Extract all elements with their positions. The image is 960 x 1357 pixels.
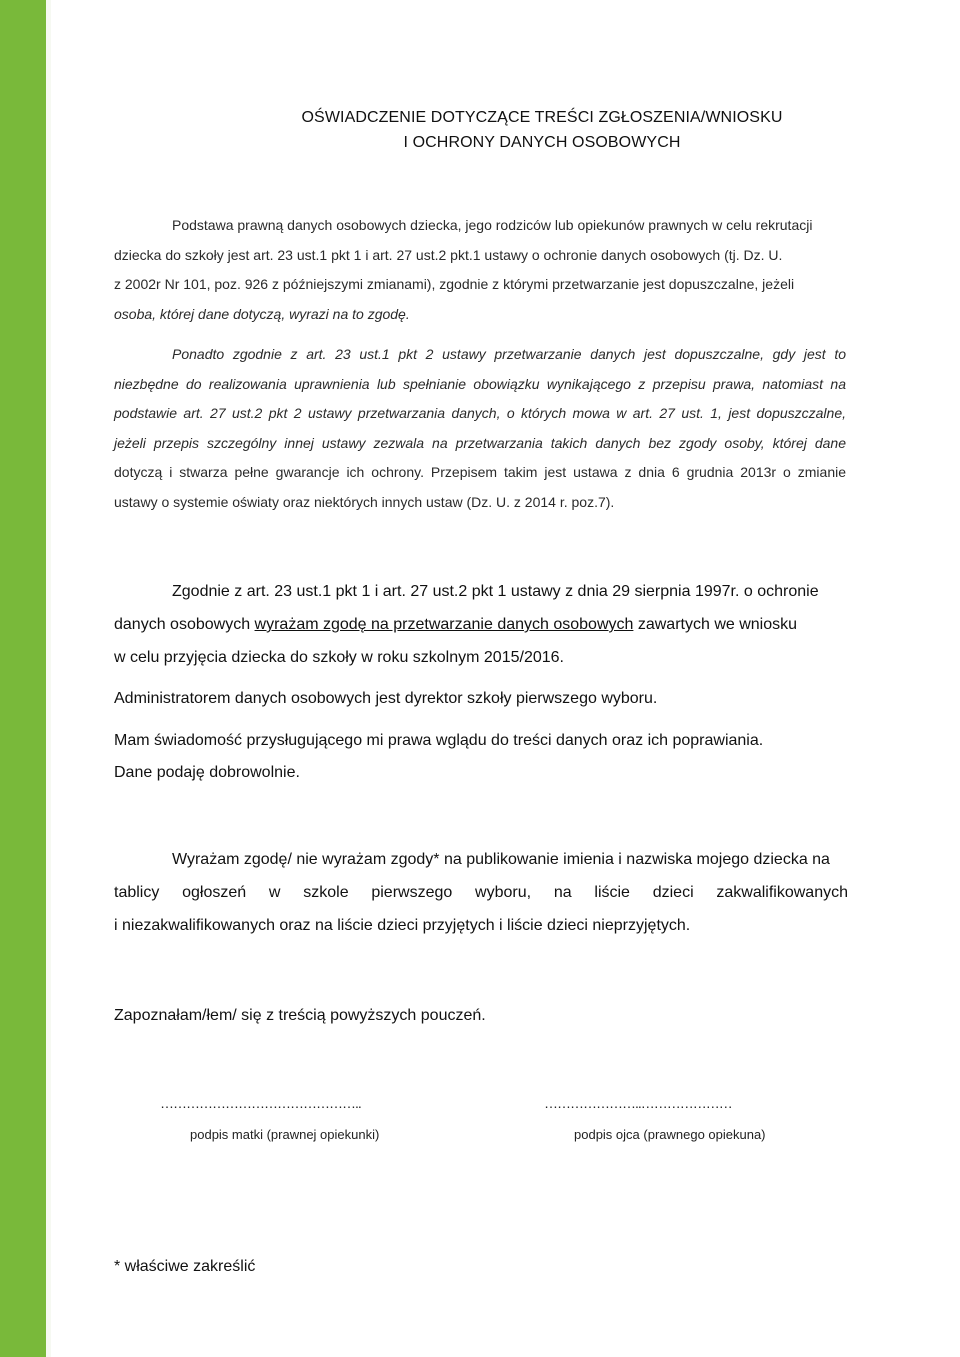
consent-line: Zgodnie z art. 23 ust.1 pkt 1 i art. 27 ust.2 pkt 1 ustawy z dnia 29 sierpnia 1997r. o ochronie <box>172 583 819 600</box>
consent-line: w celu przyjęcia dziecka do szkoły w roku szkolnym 2015/2016. <box>114 649 564 666</box>
father-signature-line: …………………..………………… <box>544 1095 732 1111</box>
consent-text: zawartych we wniosku <box>633 616 798 633</box>
consent-line <box>114 608 848 641</box>
additional-basis-line: Ponadto zgodnie z art. 23 ust.1 pkt 2 ustawy przetwarzanie danych jest dopuszczalne, gdy jest to <box>172 346 846 362</box>
side-bar-edge <box>46 0 51 1357</box>
green-side-bar <box>0 0 46 1357</box>
page-title-line2: I OCHRONY DANYCH OSOBOWYCH <box>403 134 681 151</box>
publication-line: Wyrażam zgodę/ nie wyrażam zgody* na publikowanie imienia i nazwiska mojego dziecka na <box>172 851 830 868</box>
mother-signature-label: podpis matki (prawnej opiekunki) <box>190 1127 380 1142</box>
father-signature-label: podpis ojca (prawnego opiekuna) <box>574 1127 766 1142</box>
publication-line: tablicy ogłoszeń w szkole pierwszego wyboru, na liście dzieci zakwalifikowanych <box>114 884 848 901</box>
consent-text: danych osobowych <box>114 616 255 633</box>
additional-basis-line: podstawie art. 27 ust.2 pkt 2 ustawy przetwarzania danych, o których mowa w art. 27 ust. 1, jest dopuszczalne, <box>114 405 846 421</box>
acknowledgement-statement: Zapoznałam/łem/ się z treścią powyższych pouczeń. <box>114 1007 486 1024</box>
additional-basis-line: jeżeli przepis szczególny innej ustawy zezwala na przetwarzania takich danych bez zgody osoby, której dane <box>114 434 846 451</box>
legal-basis-paragraph <box>114 211 846 329</box>
legal-basis-line: z 2002r Nr 101, poz. 926 z późniejszymi zmianami), zgodnie z którymi przetwarzanie jest dopuszczalne, jeżeli <box>114 276 795 292</box>
mother-signature-line: ……………………………………….. <box>160 1095 361 1111</box>
additional-basis-line: niezbędne do realizowania uprawnienia lub spełnianie obowiązku wynikającego z przepisu prawa, natomiast na <box>114 375 846 392</box>
consent-paragraph <box>114 575 848 674</box>
rights-statement: Mam świadomość przysługującego mi prawa wglądu do treści danych oraz ich poprawiania. <box>114 732 764 749</box>
consent-underlined-text: wyrażam zgodę na przetwarzanie danych osobowych <box>254 616 634 633</box>
administrator-statement: Administratorem danych osobowych jest dyrektor szkoły pierwszego wyboru. <box>114 690 658 707</box>
voluntary-statement: Dane podaję dobrowolnie. <box>114 764 300 781</box>
legal-basis-line: dziecka do szkoły jest art. 23 ust.1 pkt 1 i art. 27 ust.2 pkt.1 ustawy o ochronie danych osobowych (tj. Dz. U. <box>114 246 783 263</box>
publication-consent-paragraph <box>114 843 848 942</box>
page-title-line1: OŚWIADCZENIE DOTYCZĄCE TREŚCI ZGŁOSZENIA/WNIOSKU <box>301 109 783 126</box>
publication-line: i niezakwalifikowanych oraz na liście dzieci przyjętych i liście dzieci nieprzyjętych. <box>114 917 691 934</box>
legal-basis-line: Podstawa prawną danych osobowych dziecka, jego rodziców lub opiekunów prawnych w celu rekrutacji <box>172 217 813 233</box>
footnote: * właściwe zakreślić <box>114 1258 256 1275</box>
additional-basis-line: ustawy o systemie oświaty oraz niektórych innych ustaw (Dz. U. z 2014 r. poz.7). <box>114 493 615 510</box>
additional-basis-paragraph <box>114 340 846 517</box>
legal-basis-line: osoba, której dane dotyczą, wyrazi na to zgodę. <box>114 305 410 322</box>
additional-basis-line: dotyczą i stwarza pełne gwarancje ich ochrony. Przepisem takim jest ustawa z dnia 6 grudnia 2013r o zmianie <box>114 464 846 480</box>
